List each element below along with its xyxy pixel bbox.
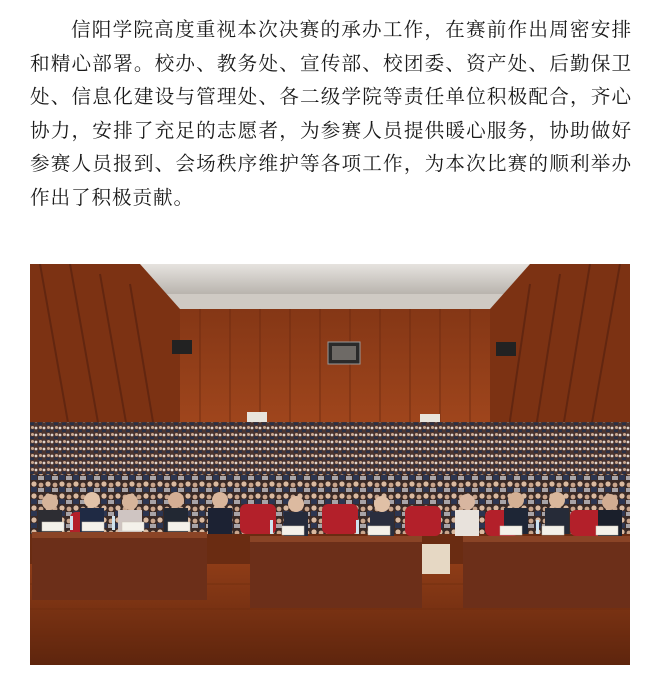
auditorium-illustration — [30, 264, 630, 665]
article-paragraph: 信阳学院高度重视本次决赛的承办工作，在赛前作出周密安排和精心部署。校办、教务处、宣传部、校团委、资产处、后勤保卫处、信息化建设与管理处、各二级学院等责任单位积极配合，齐心协力，安排了充足的志愿者，为参赛人员提供暖心服务，协助做好参赛人员报到、会场秩序维护等各项工作，为本次比赛的顺利举办作出了积极贡献。 — [30, 18, 632, 209]
auditorium-photo — [30, 264, 630, 665]
